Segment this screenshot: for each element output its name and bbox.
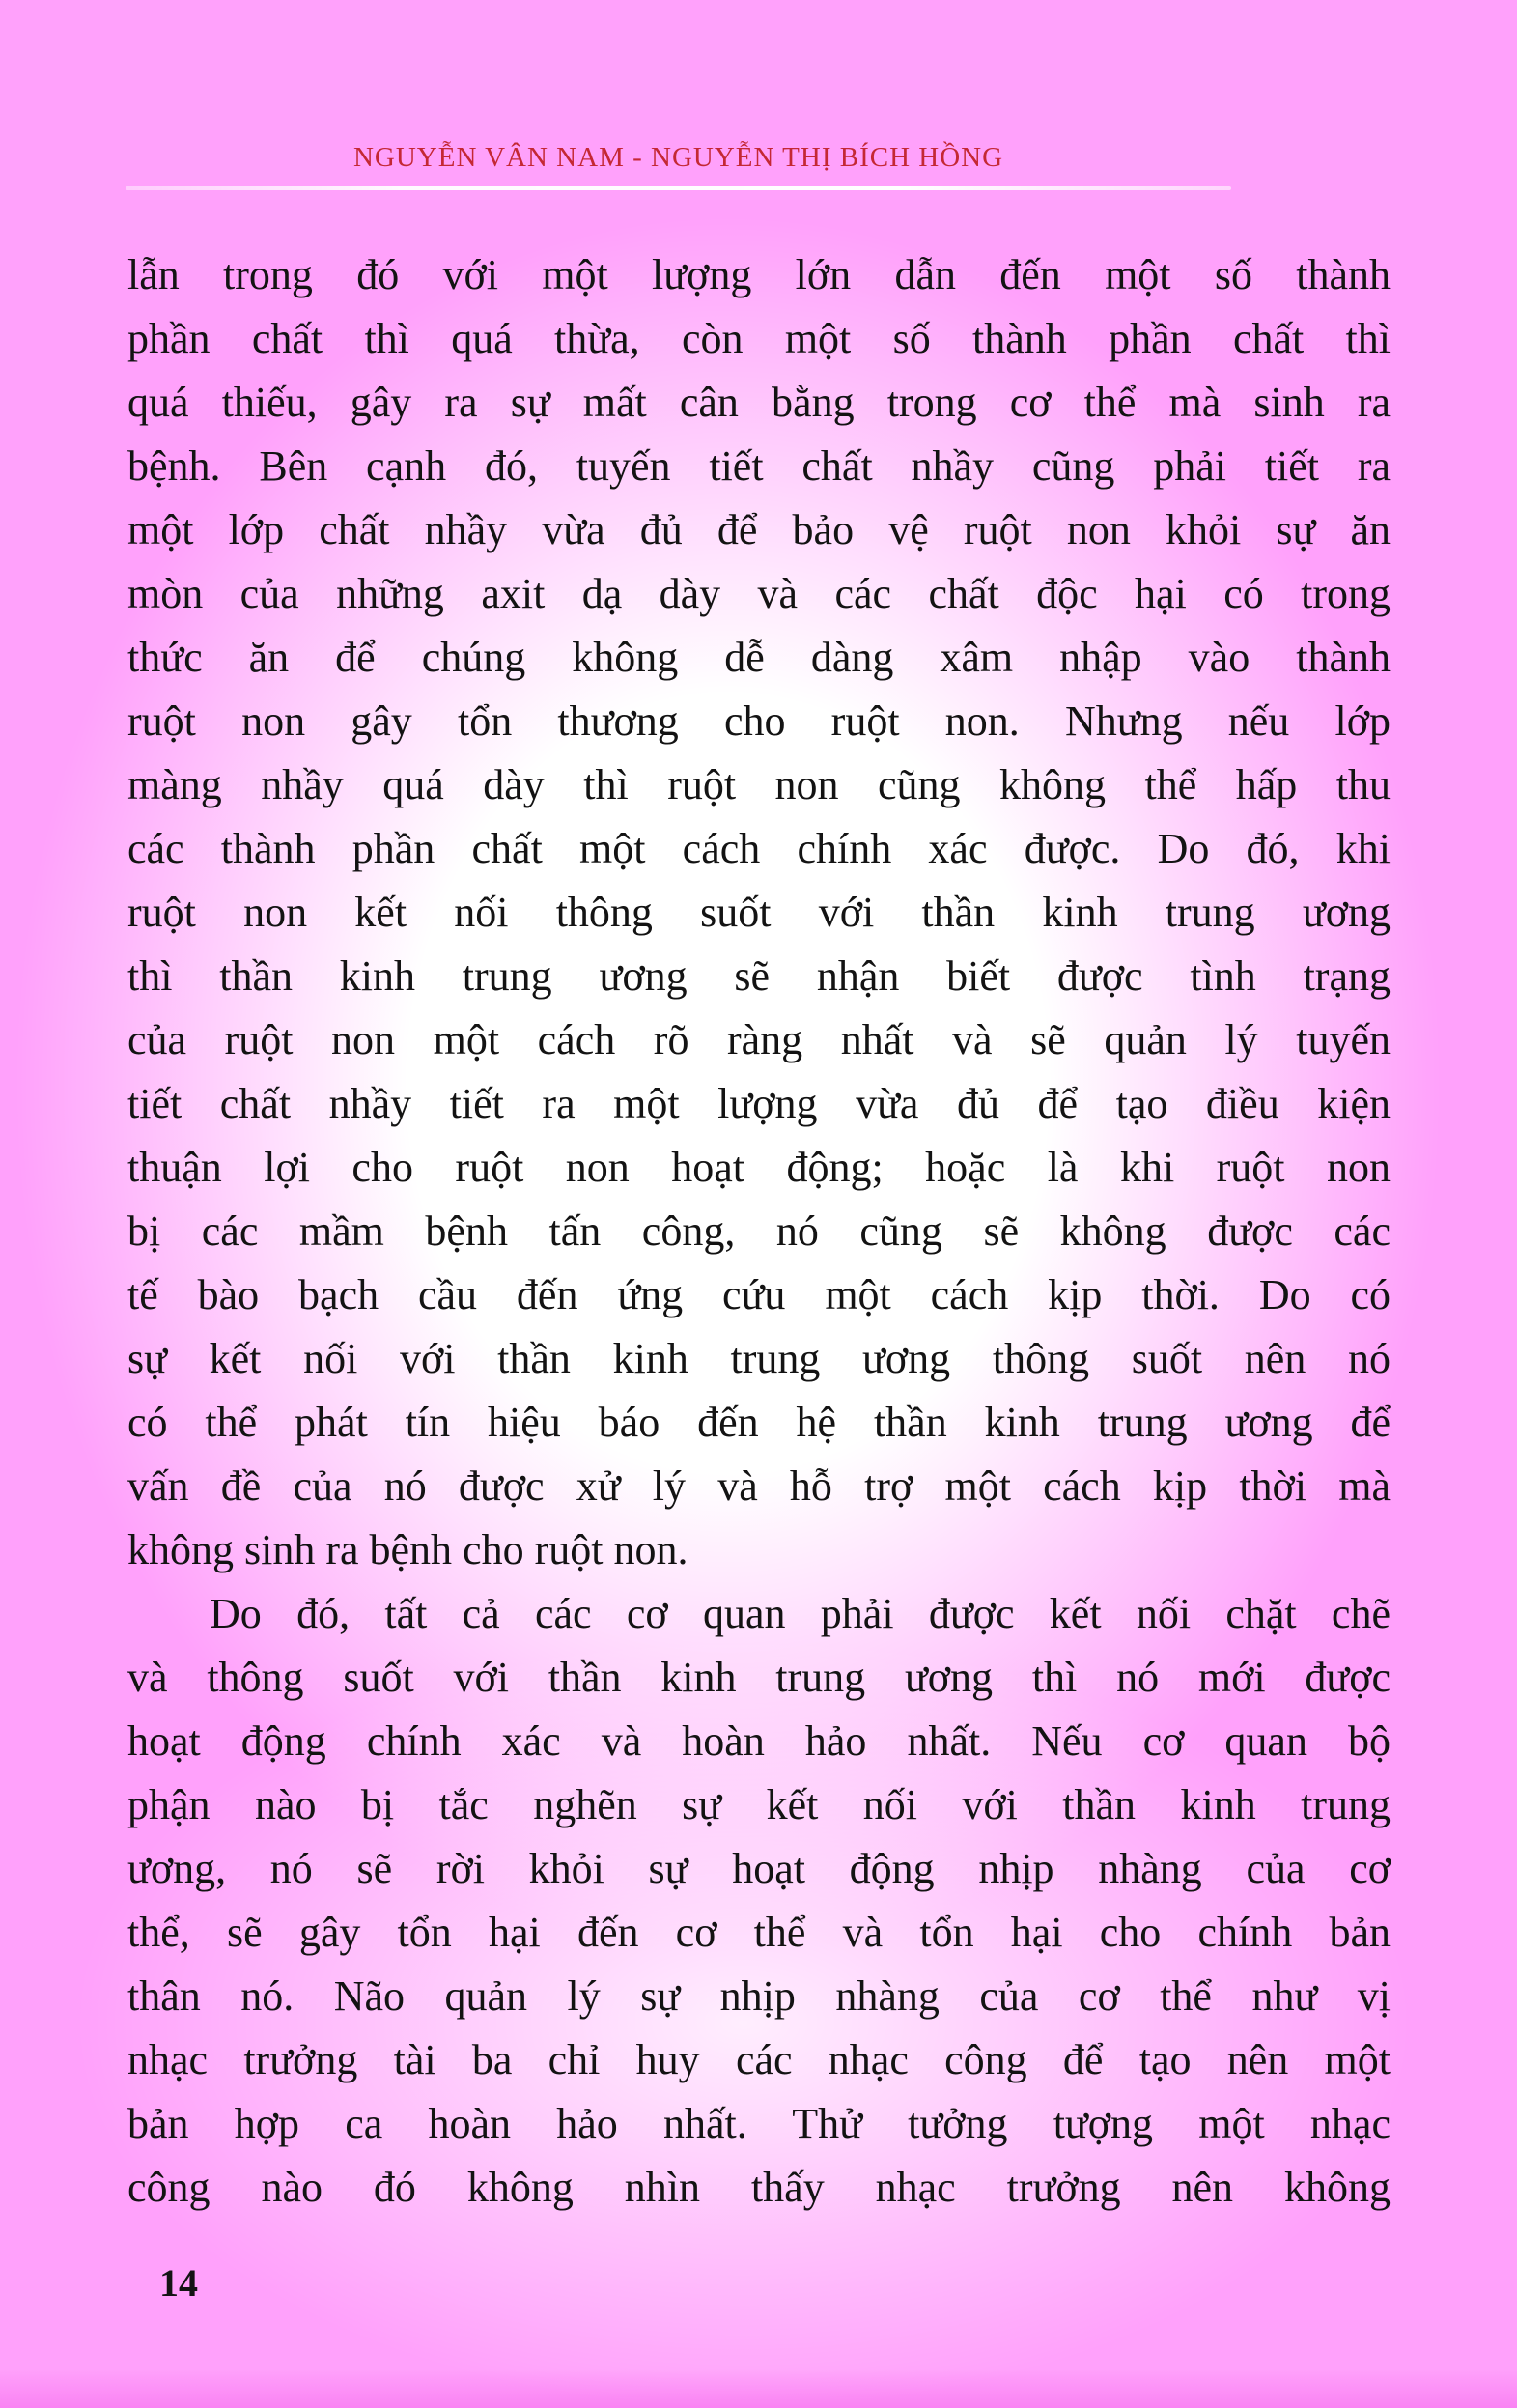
text-line: phần chất thì quá thừa, còn một số thành phần chất thì (127, 315, 1391, 362)
text-line: bản hợp ca hoàn hảo nhất. Thử tưởng tượng một nhạc (127, 2100, 1391, 2147)
text-line: và thông suốt với thần kinh trung ương thì nó mới được (127, 1654, 1391, 1701)
text-line: thể, sẽ gây tổn hại đến cơ thể và tổn hại cho chính bản (127, 1909, 1391, 1956)
text-line: tiết chất nhầy tiết ra một lượng vừa đủ để tạo điều kiện (127, 1080, 1391, 1127)
text-line: phận nào bị tắc nghẽn sự kết nối với thần kinh trung (127, 1781, 1391, 1828)
body-text (127, 243, 1391, 2220)
text-line: ruột non kết nối thông suốt với thần kinh trung ương (127, 889, 1391, 936)
header-author-names: NGUYỄN VÂN NAM - NGUYỄN THỊ BÍCH HỒNG (352, 142, 1004, 173)
text-line: thuận lợi cho ruột non hoạt động; hoặc là khi ruột non (127, 1144, 1391, 1191)
text-line: của ruột non một cách rõ ràng nhất và sẽ quản lý tuyến (127, 1016, 1391, 1063)
text-line: Do đó, tất cả các cơ quan phải được kết nối chặt chẽ (210, 1590, 1391, 1637)
text-line: không sinh ra bệnh cho ruột non. (127, 1526, 688, 1573)
text-line: sự kết nối với thần kinh trung ương thông suốt nên nó (127, 1335, 1391, 1382)
text-line: có thể phát tín hiệu báo đến hệ thần kinh trung ương để (127, 1399, 1391, 1446)
page-header (126, 141, 1231, 174)
text-line: một lớp chất nhầy vừa đủ để bảo vệ ruột non khỏi sự ăn (127, 506, 1391, 553)
text-line: quá thiếu, gây ra sự mất cân bằng trong cơ thể mà sinh ra (127, 379, 1391, 426)
text-line: màng nhầy quá dày thì ruột non cũng không thể hấp thu (127, 761, 1391, 808)
text-line: thì thần kinh trung ương sẽ nhận biết được tình trạng (127, 952, 1391, 1000)
text-line: tế bào bạch cầu đến ứng cứu một cách kịp thời. Do có (127, 1271, 1391, 1318)
text-line: công nào đó không nhìn thấy nhạc trưởng nên không (127, 2164, 1391, 2211)
text-line: mòn của những axit dạ dày và các chất độc hại có trong (127, 570, 1391, 617)
text-line: hoạt động chính xác và hoàn hảo nhất. Nếu cơ quan bộ (127, 1717, 1391, 1765)
text-line: nhạc trưởng tài ba chỉ huy các nhạc công để tạo nên một (127, 2036, 1391, 2083)
text-line: bị các mầm bệnh tấn công, nó cũng sẽ không được các (127, 1207, 1391, 1255)
text-line: thân nó. Não quản lý sự nhịp nhàng của cơ thể như vị (127, 1972, 1391, 2020)
text-line: ruột non gây tổn thương cho ruột non. Nhưng nếu lớp (127, 697, 1391, 745)
text-line: vấn đề của nó được xử lý và hỗ trợ một cách kịp thời mà (127, 1462, 1391, 1510)
text-line: các thành phần chất một cách chính xác được. Do đó, khi (127, 825, 1391, 872)
text-line: thức ăn để chúng không dễ dàng xâm nhập vào thành (127, 634, 1391, 681)
text-line: bệnh. Bên cạnh đó, tuyến tiết chất nhầy cũng phải tiết ra (127, 442, 1391, 490)
paragraph (127, 1582, 1391, 2220)
text-line: ương, nó sẽ rời khỏi sự hoạt động nhịp nhàng của cơ (127, 1845, 1391, 1892)
header-separator-line (126, 186, 1231, 190)
text-line: lẫn trong đó với một lượng lớn dẫn đến một số thành (127, 251, 1391, 298)
page-number: 14 (159, 2261, 198, 2305)
paragraph (127, 243, 1391, 1582)
